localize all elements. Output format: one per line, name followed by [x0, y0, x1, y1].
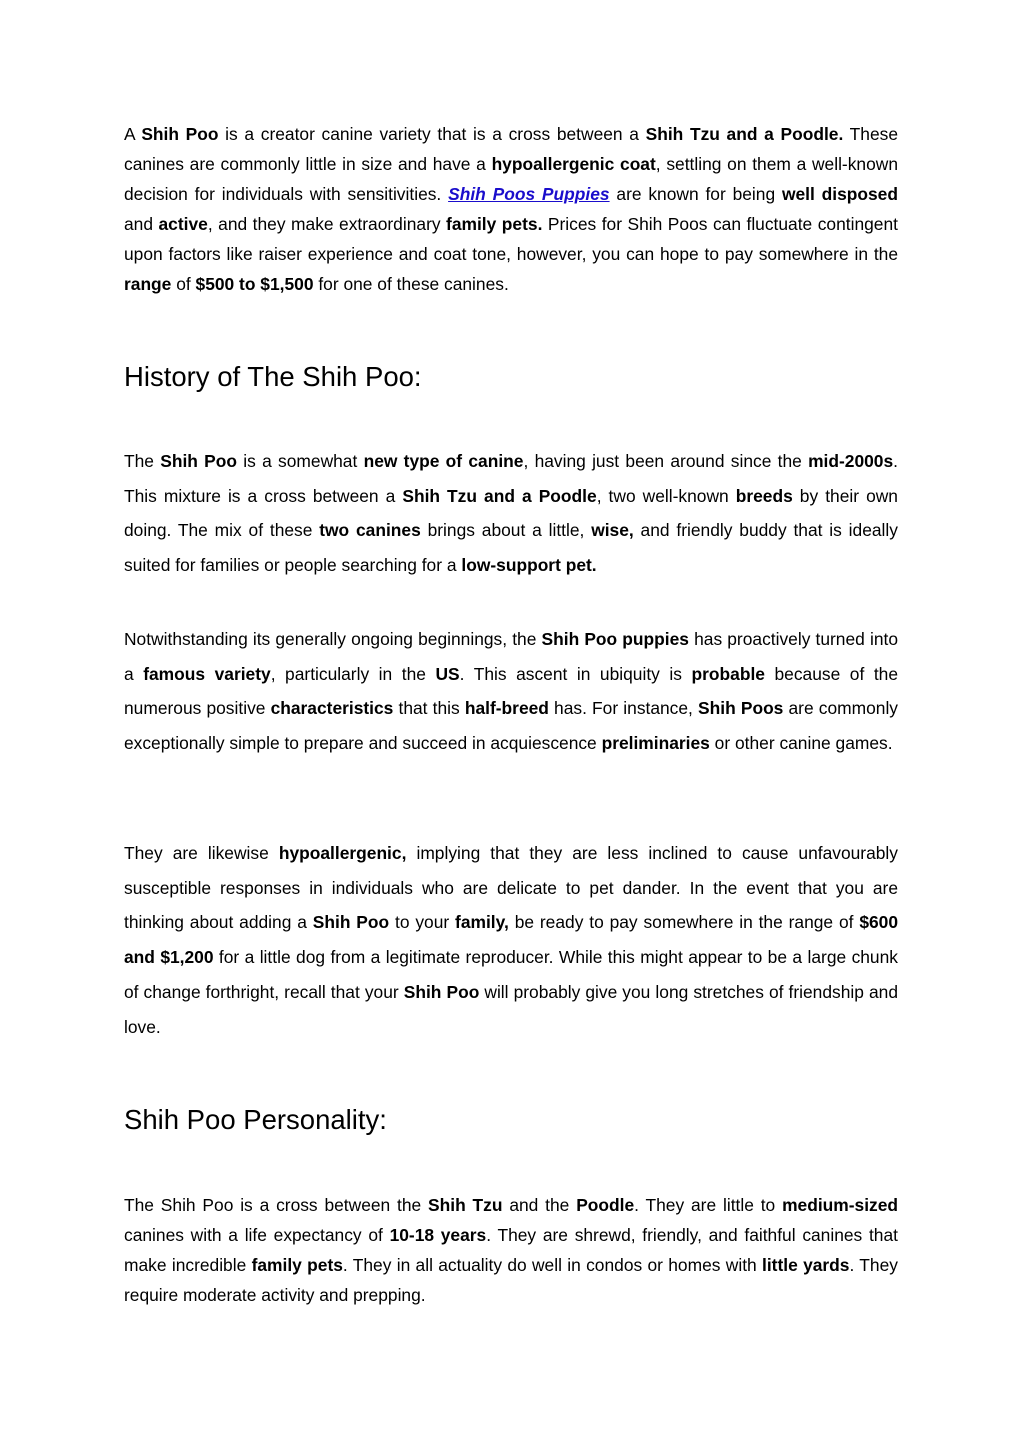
bold-text: Shih Poo: [403, 981, 480, 1002]
personality-heading: Shih Poo Personality:: [124, 1104, 387, 1135]
bold-text: active: [158, 214, 208, 234]
bold-text: Shih Poos: [698, 698, 784, 719]
bold-text: family,: [455, 912, 509, 933]
bold-text: characteristics: [270, 698, 394, 719]
bold-text: 10-18 years: [389, 1225, 487, 1245]
intro-paragraph: A Shih Poo is a creator canine variety that is a cross between a Shih Tzu and a Poodle. These canines are commonly little in size and have a hypoallergenic coat, settling on them a well-known decision for individuals with sensitivities. Shih Poos Puppies are known for being well disposed and active, and they make extraordinary family pets. Prices for Shih Poos can fluctuate contingent upon factors like raiser experience and coat tone, however, you can hope to pay somewhere in the range of $500 to $1,500 for one of these canines.: [124, 124, 898, 294]
bold-text: Shih Poo: [312, 912, 390, 933]
bold-text: probable: [691, 663, 765, 684]
bold-text: famous variety: [143, 663, 271, 684]
bold-text: hypoallergenic,: [278, 843, 407, 863]
bold-text: wise,: [591, 520, 634, 541]
bold-text: Shih Poo puppies: [541, 629, 689, 649]
bold-text: $600 and $1,200: [124, 912, 898, 968]
bold-text: two canines: [319, 520, 421, 541]
bold-text: breeds: [735, 485, 793, 506]
bold-text: hypoallergenic coat: [491, 154, 656, 174]
bold-text: new type of canine: [363, 451, 524, 471]
bold-text: preliminaries: [601, 733, 710, 754]
personality-paragraph: The Shih Poo is a cross between the Shih Tzu and the Poodle. They are little to medium-sized canines with a life expectancy of 10-18 years. They are shrewd, friendly, and faithful canines that make incredible family pets. They in all actuality do well in condos or homes with little yards. They require moderate activity and prepping.: [124, 1195, 899, 1305]
bold-text: half-breed: [464, 698, 549, 719]
bold-text: well disposed: [781, 184, 898, 204]
history-heading: History of The Shih Poo:: [124, 361, 422, 392]
history-paragraph-2: Notwithstanding its generally ongoing beginnings, the Shih Poo puppies has proactively turned into a famous variety, particularly in the US. This ascent in ubiquity is probable because of the numerous positive characteristics that this half-breed has. For instance, Shih Poos are commonly exceptionally simple to prepare and succeed in acquiescence preliminaries or other canine games.: [124, 629, 899, 754]
history-paragraph-3: They are likewise hypoallergenic, implying that they are less inclined to cause unfavourably susceptible responses in individuals who are delicate to pet dander. In the event that you are thinking about adding a Shih Poo to your family, be ready to pay somewhere in the range of $600 and $1,200 for a little dog from a legitimate reproducer. While this might appear to be a large chunk of change forthright, recall that your Shih Poo will probably give you long stretches of friendship and love.: [124, 843, 898, 1037]
bold-text: US: [435, 663, 460, 684]
bold-text: Shih Tzu: [428, 1195, 503, 1215]
bold-text: mid-2000s: [808, 451, 894, 471]
bold-text: little yards: [762, 1255, 850, 1275]
bold-text: Shih Tzu and a Poodle.: [645, 124, 844, 144]
bold-text: range: [124, 274, 172, 294]
history-paragraph-1: The Shih Poo is a somewhat new type of canine, having just been around since the mid-2000s. This mixture is a cross between a Shih Tzu and a Poodle, two well-known breeds by their own doing. The mix of these two canines brings about a little, wise, and friendly buddy that is ideally suited for families or people searching for a low-support pet.: [124, 451, 898, 576]
bold-text: Poodle: [576, 1195, 635, 1215]
bold-text: family pets.: [446, 214, 543, 234]
bold-text: medium-sized: [782, 1195, 899, 1215]
bold-text: family pets: [251, 1255, 343, 1275]
bold-text: low-support pet.: [461, 555, 597, 576]
bold-text: Shih Poo: [160, 451, 238, 471]
bold-text: Shih Tzu and a Poodle: [402, 485, 597, 506]
bold-text: Shih Poo: [141, 124, 219, 144]
shih-poos-puppies-link[interactable]: Shih Poos Puppies: [448, 184, 610, 204]
bold-text: $500 to $1,500: [195, 274, 314, 294]
